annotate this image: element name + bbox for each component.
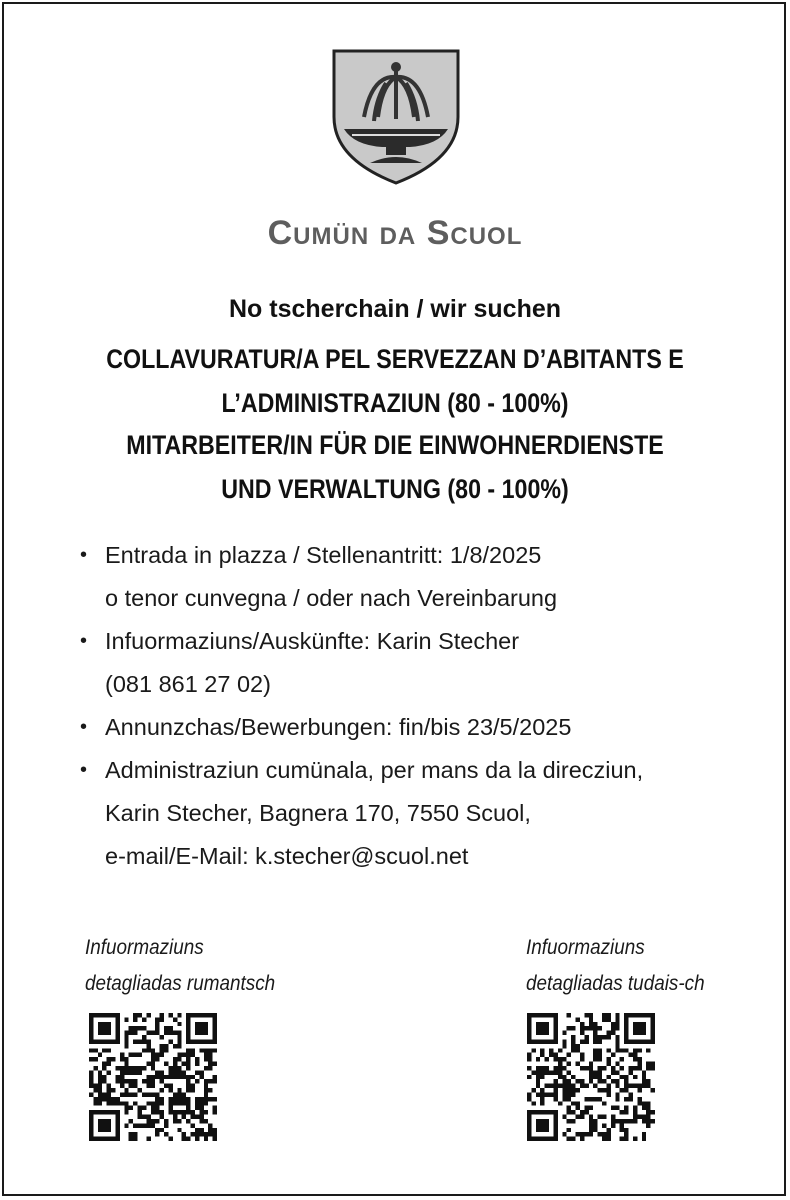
list-item	[80, 534, 770, 577]
details-list	[80, 534, 770, 878]
info-romansh-line-2: detagliadas rumantsch	[85, 972, 276, 995]
municipality-name-part1: Cumün da	[267, 214, 427, 252]
list-item-continuation	[80, 577, 770, 620]
list-item	[80, 620, 770, 663]
info-romansh-line-1: Infuormaziuns	[85, 936, 204, 959]
coat-of-arms-fountain-icon	[330, 47, 462, 187]
list-item	[80, 749, 770, 792]
qr-code-icon[interactable]	[89, 1013, 217, 1141]
info-romansh-label	[85, 930, 275, 1002]
bullet-icon: •	[80, 716, 88, 738]
bullet-icon: •	[80, 759, 88, 781]
bullet-icon: •	[80, 544, 88, 566]
info-german-label	[526, 930, 705, 1002]
list-item-continuation	[80, 663, 770, 706]
bullet-icon: •	[80, 630, 88, 652]
job-title-line-4: UND VERWALTUNG (80 - 100%)	[221, 474, 569, 504]
info-german-line-1: Infuormaziuns	[526, 936, 645, 959]
info-german-line-2: detagliadas tudais-ch	[526, 972, 705, 995]
address-line-2: Karin Stecher, Bagnera 170, 7550 Scuol,	[105, 800, 531, 826]
municipality-name-part2: Scuol	[426, 214, 523, 252]
address-line-1: Administraziun cumünala, per mans da la direcziun,	[105, 757, 644, 783]
qr-code-icon[interactable]	[527, 1013, 655, 1141]
contact-text: Infuormaziuns/Auskünfte: Karin Stecher	[105, 628, 520, 654]
list-item	[80, 706, 770, 749]
list-item-continuation	[80, 835, 770, 878]
search-line: No tscherchain / wir suchen	[228, 295, 562, 323]
start-date-note: o tenor cunvegna / oder nach Vereinbarung	[105, 585, 558, 611]
job-title-line-2: L’ADMINISTRAZIUN (80 - 100%)	[221, 388, 569, 418]
job-title-line-1: COLLAVURATUR/A PEL SERVEZZAN D’ABITANTS E	[106, 344, 684, 374]
contact-phone: (081 861 27 02)	[105, 671, 271, 697]
deadline-text: Annunzchas/Bewerbungen: fin/bis 23/5/2025	[105, 714, 572, 740]
start-date-text: Entrada in plazza / Stellenantritt: 1/8/2025	[105, 542, 542, 568]
list-item-continuation	[80, 792, 770, 835]
municipality-name	[0, 214, 790, 253]
job-title-line-3: MITARBEITER/IN FÜR DIE EINWOHNERDIENSTE	[126, 430, 664, 460]
email-link[interactable]: e-mail/E-Mail: k.stecher@scuol.net	[105, 843, 469, 869]
